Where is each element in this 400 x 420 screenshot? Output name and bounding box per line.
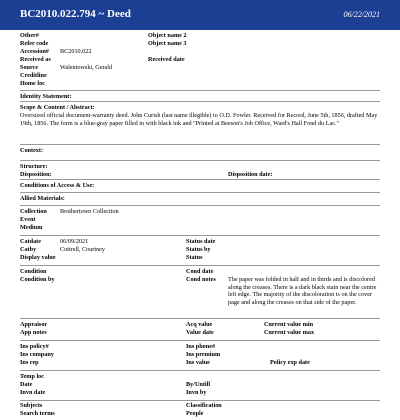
disposition-label: Disposition: [20,171,52,178]
event-label: Event [20,216,36,223]
row-ins-rep [20,359,380,367]
source-label: Source [20,64,39,71]
catby-value: Cottrell, Courtney [60,246,106,253]
scope-text: Oversized official document-warranty deed. John Curish (last name illegible) to O.D. Fowler. Received for Record, June 5th, 1856, drafted May 19th, 1856. The form is a blue-gray paper filled in with black ink and "Printed at Beeson's Job Office, Ward's Hall Fond du Lac." [20,112,378,127]
section-insurance [20,340,380,370]
scope-label: Scope & Content / Abstract: [20,104,95,111]
row-medium [20,224,380,232]
invn-date-label: Invn date [20,389,46,396]
context-label: Context: [20,147,44,154]
row-homeloc [20,80,380,88]
record-body [20,32,380,420]
identity-label: Identity Statement: [20,93,72,100]
structure-label: Structure: [20,163,48,170]
temp-loc-label: Temp loc [20,373,45,380]
section-scope [20,101,380,144]
invn-by-label: Invn by [186,389,207,396]
cond-notes-text: The paper was folded in half and in thirds and is discolored along the creases. There is a dark black stain near the centre left edge. The majority of the discoloration is on the cover page and along the creases on that side of the paper. [228,276,377,306]
row-ins-company [20,351,380,359]
home-loc-label: Home loc [20,80,45,87]
row-disposition [20,171,380,179]
row-app-notes [20,329,380,337]
subjects-label: Subjects [20,402,43,409]
search-terms-label: Search terms [20,410,55,417]
allied-label: Allied Materials: [20,195,65,202]
current-min-label: Current value min [264,321,314,328]
section-identity [20,90,380,101]
row-date [20,381,380,389]
row-appraisor [20,321,380,329]
catdate-value: 06/09/2021 [60,238,89,245]
ins-company-label: Ins company [20,351,54,358]
policy-exp-label: Policy exp date [270,359,310,366]
section-conditions-access [20,179,380,192]
title-bar [0,0,400,30]
accession-label: Accession# [20,48,49,55]
print-date: 06/22/2021 [343,10,380,19]
ins-policy-label: Ins policy# [20,343,49,350]
row-ins-policy [20,343,380,351]
row-temp-loc [20,373,380,381]
section-appraisal [20,318,380,340]
ins-value-label: Ins value [186,359,210,366]
ins-phone-label: Ins phone# [186,343,216,350]
conditions-access-label: Conditions of Access & Use: [20,182,95,189]
accession-value: BC2010.022 [60,48,92,55]
received-date-label: Received date [148,56,185,63]
people-label: People [186,410,204,417]
app-notes-label: App notes [20,329,47,336]
row-display [20,254,380,262]
medium-label: Medium [20,224,43,231]
display-value-label: Display value [20,254,56,261]
row-source [20,64,380,72]
acq-value-label: Acq value [186,321,213,328]
value-date-label: Value date [186,329,214,336]
row-collection [20,208,380,216]
record-title: BC2010.022.794 ~ Deed [20,8,131,20]
by-until-label: By/Untill [186,381,211,388]
cond-date-label: Cond date [186,268,214,275]
section-catalog [20,235,380,265]
row-catby [20,246,380,254]
collection-label: Collection [20,208,47,215]
row-condition-by [20,276,380,316]
catdate-label: Catdate [20,238,41,245]
section-subjects [20,400,380,420]
classification-label: Classification [186,402,222,409]
section-collection [20,205,380,235]
row-received [20,56,380,64]
catby-label: Catby [20,246,37,253]
other-label: Other# [20,32,39,39]
section-context [20,144,380,160]
appraisor-label: Appraisor [20,321,48,328]
row-event [20,216,380,224]
row-subjects [20,402,380,410]
section-structure [20,160,380,179]
ins-premium-label: Ins premium [186,351,221,358]
date-label: Date [20,381,33,388]
row-accession [20,48,380,56]
row-catdate [20,238,380,246]
object-name3-label: Object name 3 [148,40,187,47]
condition-label: Condition [20,268,47,275]
section-condition [20,265,380,318]
ins-rep-label: Ins rep [20,359,39,366]
current-max-label: Current value max [264,329,315,336]
status-date-label: Status date [186,238,216,245]
collection-value: Brothertown Collection [60,208,119,215]
object-name2-label: Object name 2 [148,32,187,39]
row-invn [20,389,380,397]
section-allied [20,192,380,205]
section-location [20,370,380,400]
row-other [20,32,380,40]
row-creditline [20,72,380,80]
refer-code-label: Refer code [20,40,49,47]
row-condition [20,268,380,276]
disposition-date-label: Disposition date: [228,171,273,178]
status-label: Status [186,254,203,261]
cond-notes-label: Cond notes [186,276,216,283]
row-refer [20,40,380,48]
creditline-label: Creditline [20,72,47,79]
status-by-label: Status by [186,246,211,253]
source-value: Walentowski, Gerald [60,64,113,71]
row-search [20,410,380,418]
received-as-label: Received as [20,56,51,63]
condition-by-label: Condition by [20,276,55,283]
